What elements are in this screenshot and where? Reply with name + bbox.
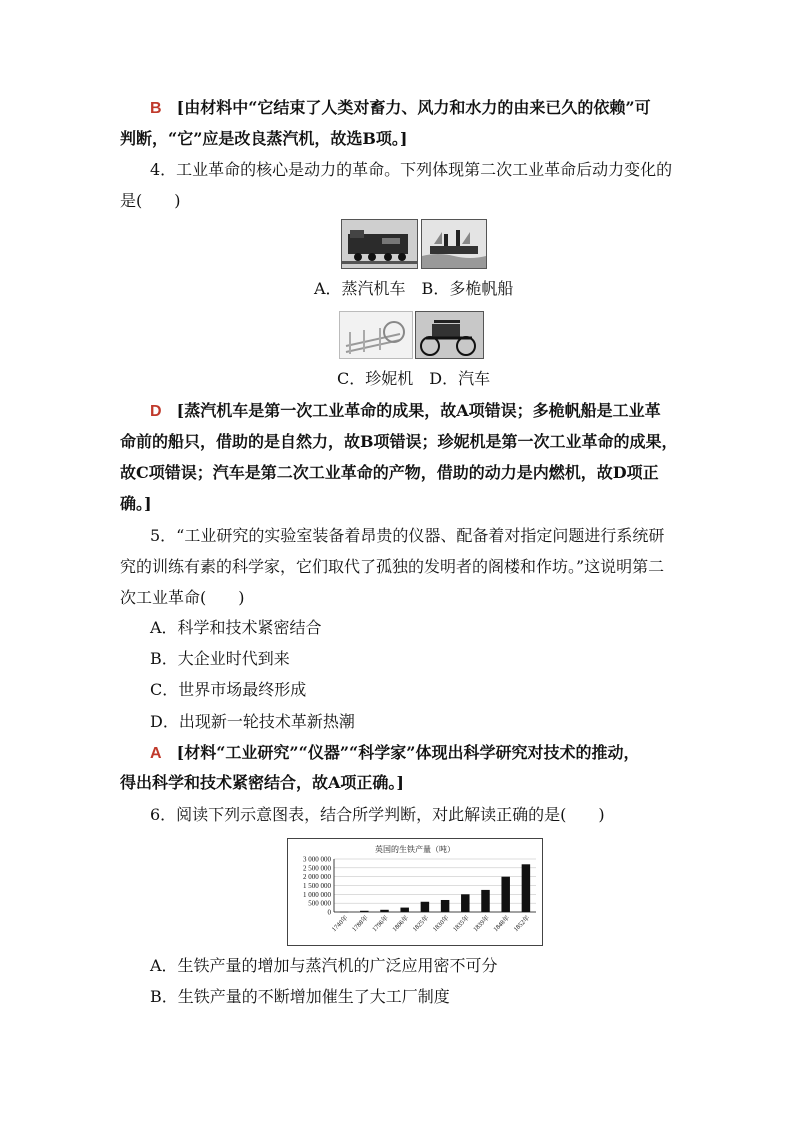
- q4-caption-cd: C．珍妮机 D．汽车: [337, 369, 491, 388]
- chart-y-tick-label: 1 500 000: [303, 882, 331, 890]
- q6-option-b: B．生铁产量的不断增加催生了大工厂制度: [150, 987, 450, 1006]
- q5-stem-line-1: 5．“工业研究的实验室装备着昂贵的仪器、配备着对指定问题进行系统研: [150, 526, 665, 545]
- chart-y-tick-label: 2 500 000: [303, 864, 331, 873]
- chart-bar: [360, 911, 368, 912]
- q3-explanation-line-1: [150, 98, 651, 119]
- chart-y-tick-label: 500 000: [308, 899, 331, 908]
- q6-option-a: A．生铁产量的增加与蒸汽机的广泛应用密不可分: [150, 956, 498, 975]
- chart-x-tick-label: 1839年: [472, 914, 491, 934]
- chart-bar: [380, 910, 388, 912]
- q4-explanation-line-2: 命前的船只，借助的是自然力，故B项错误；珍妮机是第一次工业革命的成果，: [120, 432, 678, 451]
- q4-caption-ab: A．蒸汽机车 B．多桅帆船: [314, 279, 514, 298]
- chart-x-tick-label: 1740年: [330, 914, 350, 934]
- chart-x-tick-label: 1830年: [431, 914, 451, 934]
- q3-answer: B: [150, 100, 162, 117]
- q4-explanation-line-3: 故C项错误；汽车是第二次工业革命的产物，借助的动力是内燃机，故D项正: [120, 463, 659, 482]
- chart-bar: [522, 864, 530, 912]
- q3-explanation-line-2: 判断，“它”应是改良蒸汽机，故选B项。]: [120, 129, 408, 148]
- sailing-ship-image: [421, 219, 487, 269]
- pig-iron-output-chart: [287, 838, 543, 946]
- chart-x-tick-label: 1788年: [350, 914, 370, 934]
- chart-x-labels-group: [329, 913, 531, 934]
- q4-explanation-line-4: 确。]: [120, 494, 152, 513]
- chart-x-tick-label: 1796年: [371, 914, 390, 934]
- chart-y-tick-label: 1 000 000: [303, 890, 331, 899]
- q4-explanation-line-1: [150, 401, 661, 422]
- q5-option-d: D．出现新一轮技术革新热潮: [150, 712, 355, 731]
- q5-option-a: A．科学和技术紧密结合: [150, 618, 322, 637]
- chart-y-tick-label: 3 000 000: [303, 855, 331, 864]
- q4-explanation-text-1: [蒸汽机车是第一次工业革命的成果，故A项错误；多桅帆船是工业革: [176, 401, 661, 420]
- chart-bar: [461, 894, 469, 912]
- q5-stem-line-2: 究的训练有素的科学家，它们取代了孤独的发明者的阁楼和作坊。”这说明第二: [120, 557, 665, 576]
- q5-explanation-line-2: 得出科学和技术紧密结合，故A项正确。]: [120, 773, 404, 792]
- chart-bar: [481, 890, 489, 912]
- q5-answer: A: [150, 745, 162, 762]
- chart-x-tick-label: 1848年: [492, 914, 512, 934]
- q4-answer: D: [150, 403, 162, 420]
- chart-bar: [421, 902, 429, 912]
- q6-stem: 6．阅读下列示意图表，结合所学判断，对此解读正确的是( ): [150, 805, 605, 824]
- chart-title: 英国的生铁产量（吨）: [375, 845, 455, 854]
- chart-bar: [501, 877, 509, 912]
- chart-bar: [441, 900, 449, 912]
- q4-stem-line-2: 是( ): [120, 191, 181, 210]
- q5-option-c: C．世界市场最终形成: [150, 680, 307, 699]
- q5-option-b: B．大企业时代到来: [150, 649, 290, 668]
- chart-bar: [400, 908, 408, 912]
- chart-y-tick-label: 2 000 000: [303, 873, 331, 882]
- automobile-image: [415, 311, 484, 359]
- chart-bars-group: [340, 864, 530, 912]
- q5-stem-line-3: 次工业革命( ): [120, 588, 245, 607]
- q5-explanation-text-1: [材料“工业研究”“仪器”“科学家”体现出科学研究对技术的推动，: [176, 743, 640, 762]
- chart-y-tick-label: 0: [327, 908, 331, 917]
- chart-bar: [340, 912, 348, 913]
- chart-x-tick-label: 1806年: [391, 914, 411, 934]
- spinning-jenny-image: [339, 311, 413, 359]
- chart-x-tick-label: 1825年: [411, 914, 431, 934]
- chart-x-tick-label: 1835年: [451, 914, 471, 934]
- q4-stem-line-1: 4．工业革命的核心是动力的革命。下列体现第二次工业革命后动力变化的: [150, 160, 673, 179]
- steam-locomotive-image: [341, 219, 418, 269]
- q5-explanation-line-1: [150, 743, 639, 764]
- q3-explanation-text-1: [由材料中“它结束了人类对畜力、风力和水力的由来已久的依赖”可: [176, 98, 651, 117]
- chart-axis-group: [303, 856, 536, 917]
- chart-x-tick-label: 1852年: [512, 914, 532, 934]
